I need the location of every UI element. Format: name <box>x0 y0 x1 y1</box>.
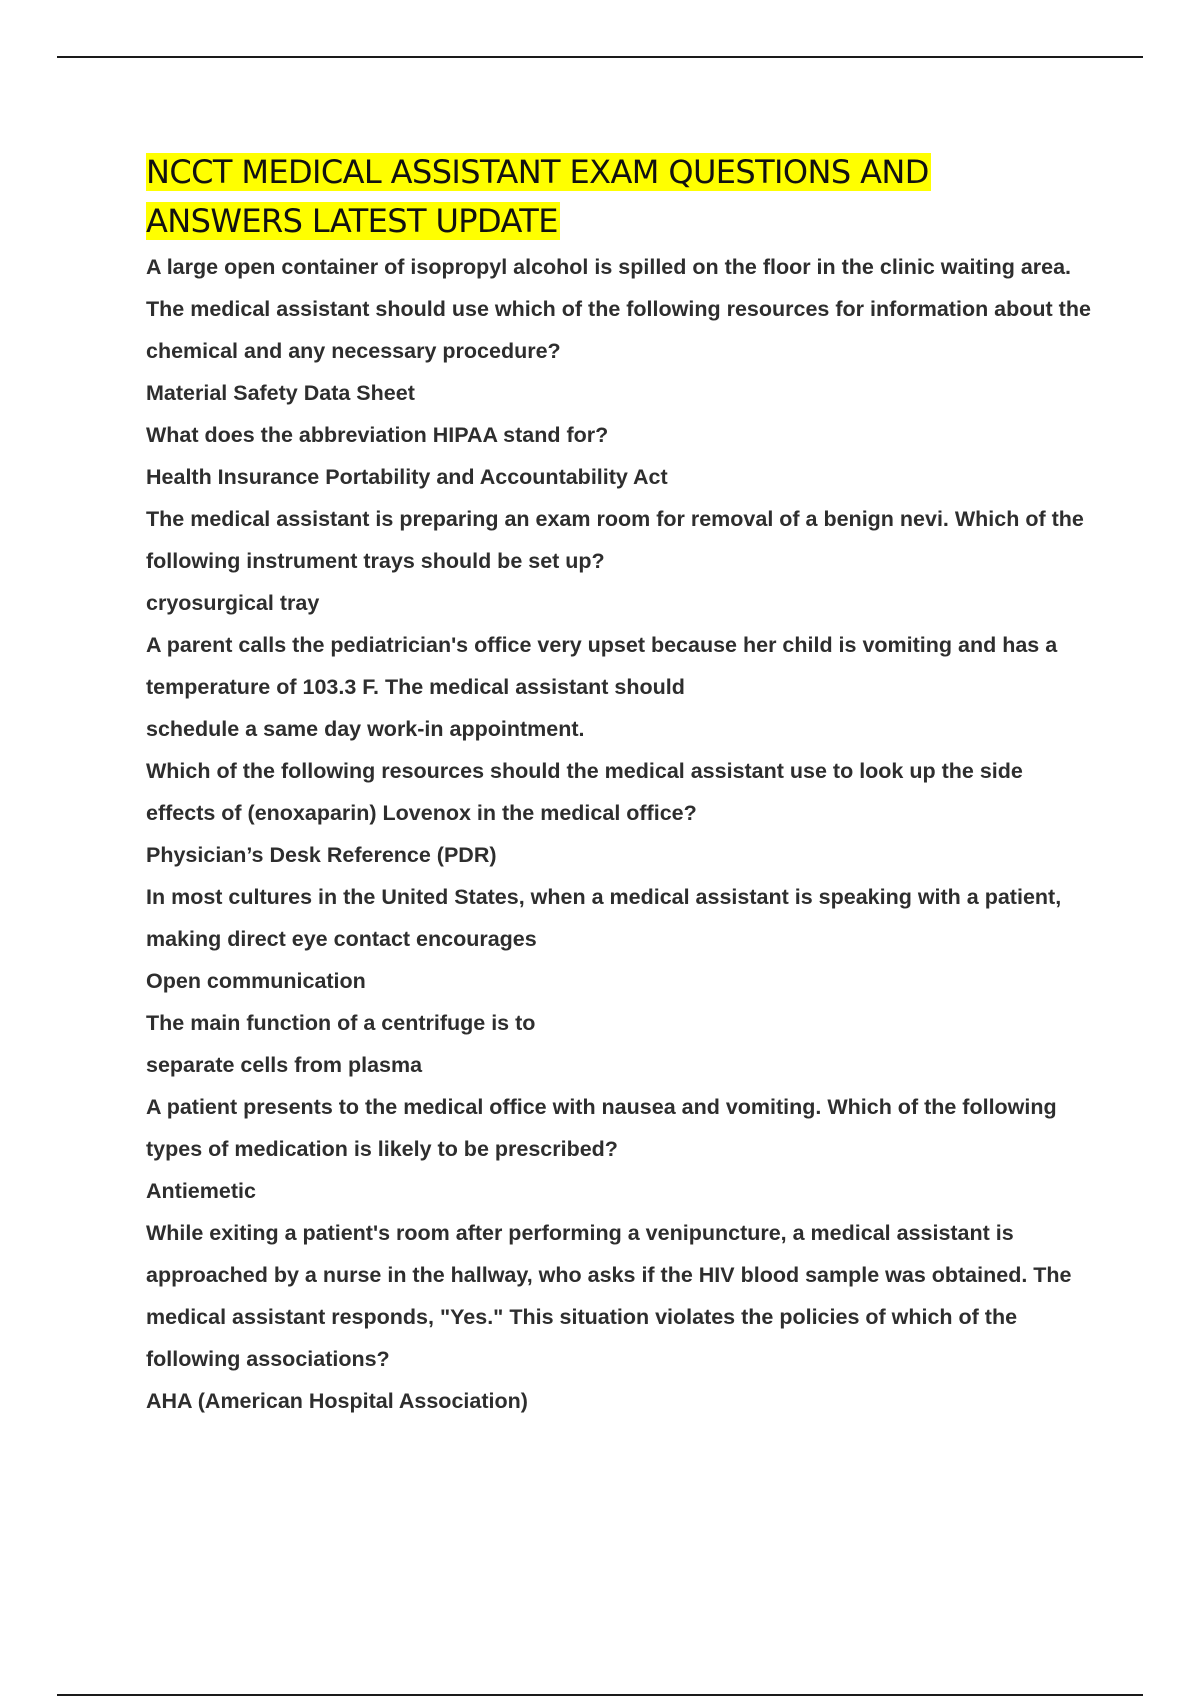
question-text: While exiting a patient's room after performing a venipuncture, a medical assistant is approached by a nurse in the hallway, who asks if the HIV blood sample was obtained. The medical assistant responds, "Yes." This situation violates the policies of which of the following associations? <box>146 1221 1072 1371</box>
question-text: A parent calls the pediatrician's office very upset because her child is vomiting and has a temperature of 103.3 F. The medical assistant should <box>146 633 1058 699</box>
answer-text: Open communication <box>146 969 366 993</box>
qa-item <box>146 1212 1096 1422</box>
answer-text: separate cells from plasma <box>146 1053 423 1077</box>
bottom-rule <box>57 1694 1143 1696</box>
title-line-1: NCCT MEDICAL ASSISTANT EXAM QUESTIONS AND <box>146 153 929 191</box>
qa-item <box>146 414 1096 498</box>
question-text: In most cultures in the United States, when a medical assistant is speaking with a patient, making direct eye contact encourages <box>146 885 1062 951</box>
title-line-2: ANSWERS LATEST UPDATE <box>146 202 558 240</box>
answer-text: Physician’s Desk Reference (PDR) <box>146 843 497 867</box>
question-text: A patient presents to the medical office with nausea and vomiting. Which of the following types of medication is likely to be prescribed? <box>146 1095 1057 1161</box>
answer-text: schedule a same day work-in appointment. <box>146 717 585 741</box>
question-text: The medical assistant is preparing an exam room for removal of a benign nevi. Which of the following instrument trays should be set up? <box>146 507 1084 573</box>
answer-text: Material Safety Data Sheet <box>146 381 415 405</box>
qa-item <box>146 1086 1096 1212</box>
question-text: What does the abbreviation HIPAA stand for? <box>146 423 609 447</box>
qa-item <box>146 876 1096 1002</box>
top-rule <box>57 56 1143 58</box>
question-text: A large open container of isopropyl alcohol is spilled on the floor in the clinic waiting area. The medical assistant should use which of the following resources for information about the chemical and any necessary procedure? <box>146 255 1091 363</box>
answer-text: Antiemetic <box>146 1179 256 1203</box>
document-title <box>146 148 1096 246</box>
answer-text: AHA (American Hospital Association) <box>146 1389 528 1413</box>
question-text: The main function of a centrifuge is to <box>146 1011 536 1035</box>
qa-item <box>146 624 1096 750</box>
answer-text: cryosurgical tray <box>146 591 320 615</box>
document-body <box>146 148 1096 1422</box>
question-text: Which of the following resources should the medical assistant use to look up the side effects of (enoxaparin) Lovenox in the medical office? <box>146 759 1023 825</box>
answer-text: Health Insurance Portability and Accountability Act <box>146 465 668 489</box>
qa-item <box>146 1002 1096 1086</box>
qa-item <box>146 750 1096 876</box>
qa-item <box>146 498 1096 624</box>
qa-item <box>146 246 1096 414</box>
